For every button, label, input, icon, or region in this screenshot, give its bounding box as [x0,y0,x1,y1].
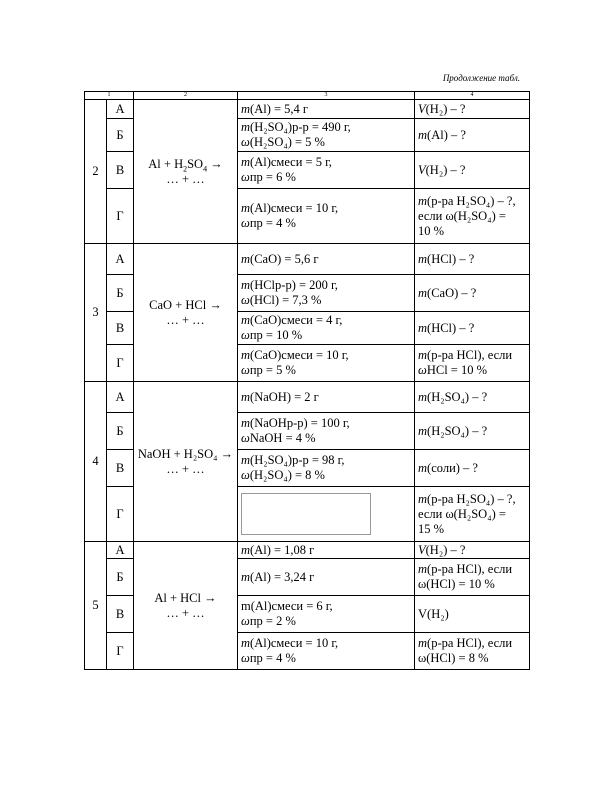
header-cell: 4 [415,92,530,100]
find-cell: m(H₂SO₄) – ? [415,382,530,413]
problems-table [84,91,530,670]
variant-letter: Б [107,413,134,450]
variant-letter: Б [107,275,134,312]
find-cell: V(H₂) – ? [415,100,530,119]
given-cell: m(Al) = 1,08 г [238,542,415,559]
problem-number: 3 [85,244,107,382]
given-cell: m(CaO) = 5,6 г [238,244,415,275]
find-cell: m(HCl) – ? [415,244,530,275]
table-row [85,100,530,119]
reaction-equation: NaOH + H₂SO₄ → … + … [134,382,238,542]
reaction-equation: $Al + H_2SO_4$ → … + … [134,100,238,244]
find-cell: m(CaO) – ? [415,275,530,312]
find-cell: V(H₂) [415,596,530,633]
variant-letter: Б [107,119,134,152]
given-cell: m(CaO)смеси = 10 г, ωпр = 5 % [238,345,415,382]
variant-letter: А [107,382,134,413]
given-cell: m(H₂SO₄)р-р = 98 г, ω(H₂SO₄) = 8 % [238,450,415,487]
given-cell: m(Al)смеси = 6 г, ωпр = 2 % [238,596,415,633]
find-cell: m(HCl) – ? [415,312,530,345]
given-cell: m(CaO)смеси = 4 г, ωпр = 10 % [238,312,415,345]
variant-letter: В [107,152,134,189]
variant-letter: А [107,100,134,119]
find-cell: m(р-ра H₂SO₄) – ?, если ω(H₂SO₄) = 15 % [415,487,530,542]
find-cell: m(р-ра HCl), если ω(HCl) = 8 % [415,633,530,670]
variant-letter: А [107,542,134,559]
table-row [85,382,530,413]
table-row [85,244,530,275]
header-cell: 2 [134,92,238,100]
find-cell: V(H₂) – ? [415,542,530,559]
variant-letter: Г [107,345,134,382]
given-cell: m(H₂SO₄)р-р = 490 г, ω(H₂SO₄) = 5 % [238,119,415,152]
variant-letter: В [107,450,134,487]
given-cell: m(NaOH) = 2 г [238,382,415,413]
variant-letter: В [107,312,134,345]
given-cell: m(Al)смеси = 5 г, ωпр = 6 % [238,152,415,189]
find-cell: m(H₂SO₄) – ? [415,413,530,450]
variant-letter: Г [107,633,134,670]
find-cell: m(соли) – ? [415,450,530,487]
given-cell: m(Al)смеси = 10 г, ωпр = 4 % [238,189,415,244]
problem-number: 4 [85,382,107,542]
given-cell: m(Al) = 3,24 г [238,559,415,596]
given-cell: m(NaOHр-р) = 100 г, ωNaOH = 4 % [238,413,415,450]
given-cell [238,487,415,542]
header-cell: 1 [85,92,134,100]
reaction-equation: CaO + HCl → … + … [134,244,238,382]
header-row [85,92,530,100]
find-cell: m(Al) – ? [415,119,530,152]
variant-letter: Б [107,559,134,596]
variant-letter: Г [107,487,134,542]
header-cell: 3 [238,92,415,100]
find-cell: m(р-ра HCl), если ω(HCl) = 10 % [415,559,530,596]
table-caption: Продолжение табл. [442,73,520,83]
problem-number: 2 [85,100,107,244]
find-cell: m(р-ра HCl), если ωHCl = 10 % [415,345,530,382]
empty-answer-box [241,493,371,535]
variant-letter: А [107,244,134,275]
variant-letter: В [107,596,134,633]
variant-letter: Г [107,189,134,244]
reaction-equation: Al + HCl → … + … [134,542,238,670]
find-cell: m(р-ра H₂SO₄) – ?, если ω(H₂SO₄) = 10 % [415,189,530,244]
given-cell: m(Al)смеси = 10 г, ωпр = 4 % [238,633,415,670]
table-row [85,542,530,559]
given-cell: m(HClр-р) = 200 г, ω(HCl) = 7,3 % [238,275,415,312]
given-cell: m(Al) = 5,4 г [238,100,415,119]
problem-number: 5 [85,542,107,670]
find-cell: V(H₂) – ? [415,152,530,189]
